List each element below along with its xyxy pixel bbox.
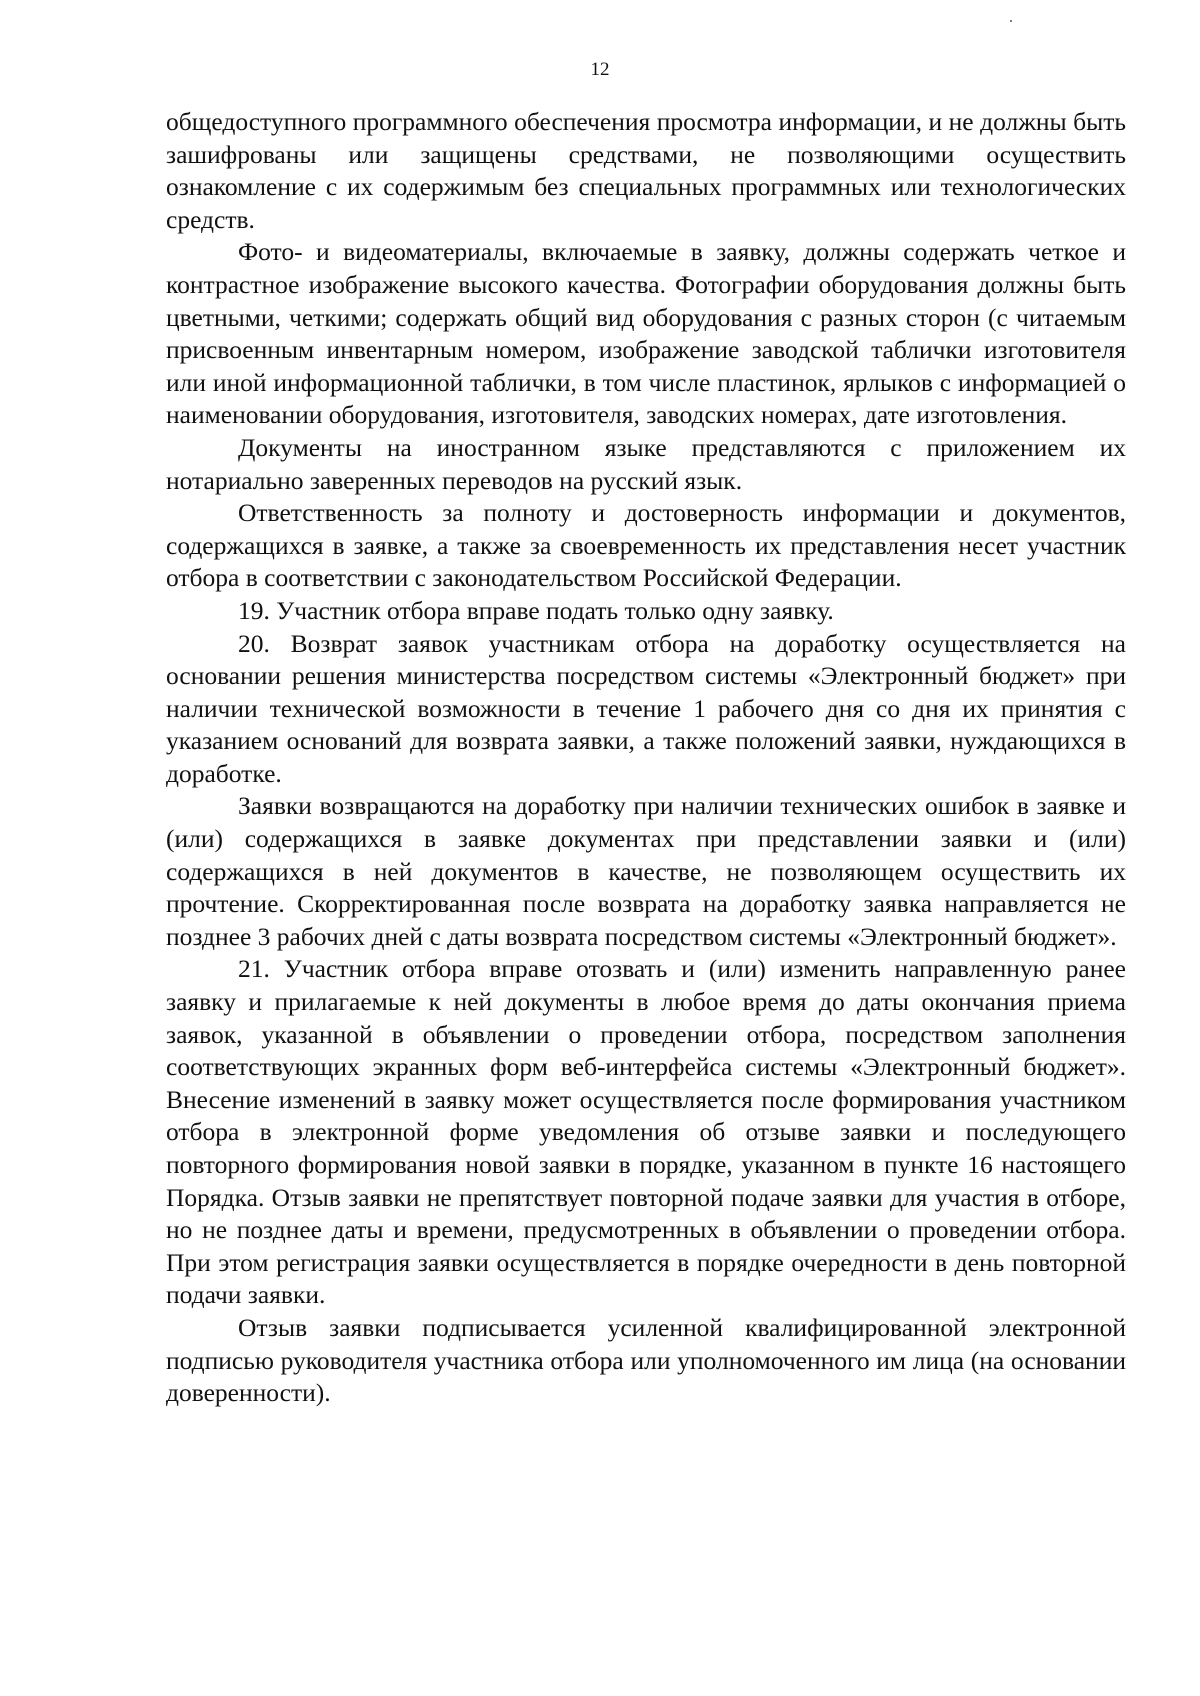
paragraph: Документы на иностранном языке представляются с приложением их нотариально заверенных переводов на русский язык. xyxy=(166,432,1126,495)
paragraph: Отзыв заявки подписывается усиленной квалифицированной электронной подписью руководителя участника отбора или уполномоченного им лица (на основании доверенности). xyxy=(166,1312,1126,1408)
scan-speck xyxy=(1010,20,1012,22)
paragraph: 20. Возврат заявок участникам отбора на доработку осуществляется на основании решения министерства посредством системы «Электронный бюджет» при наличии технической возможности в течение 1 рабочего дня со дня их принятия с указанием оснований для возврата заявки, а также положений заявки, нуждающихся в доработке. xyxy=(166,628,1126,788)
paragraph: 21. Участник отбора вправе отозвать и (или) изменить направленную ранее заявку и прилагаемые к ней документы в любое время до даты окончания приема заявок, указанной в объявлении о проведении отбора, посредством заполнения соответствующих экранных форм веб-интерфейса системы «Электронный бюджет». Внесение изменений в заявку может осуществляется после формирования участником отбора в электронной форме уведомления об отзыве заявки и последующего повторного формирования новой заявки в порядке, указанном в пункте 16 настоящего Порядка. Отзыв заявки не препятствует повторной подаче заявки для участия в отборе, но не позднее даты и времени, предусмотренных в объявлении о проведении отбора. При этом регистрация заявки осуществляется в порядке очередности в день повторной подачи заявки. xyxy=(166,954,1126,1310)
document-body xyxy=(166,106,1126,1410)
paragraph: Ответственность за полноту и достоверность информации и документов, содержащихся в заявке, а также за своевременность их представления несет участник отбора в соответствии с законодательством Российской Федерации. xyxy=(166,498,1126,593)
paragraph: Заявки возвращаются на доработку при наличии технических ошибок в заявке и (или) содержащихся в заявке документах при представлении заявки и (или) содержащихся в ней документов в качестве, не позволяющем осуществить их прочтение. Скорректированная после возврата на доработку заявка направляется не позднее 3 рабочих дней с даты возврата посредством системы «Электронный бюджет». xyxy=(166,791,1126,951)
paragraph: 19. Участник отбора вправе подать только одну заявку. xyxy=(238,595,834,625)
paragraph: общедоступного программного обеспечения просмотра информации, и не должны быть зашифрованы или защищены средствами, не позволяющими осуществить ознакомление с их содержимым без специальных программных или технологических средств. xyxy=(166,107,1126,234)
paragraph: Фото- и видеоматериалы, включаемые в заявку, должны содержать четкое и контрастное изображение высокого качества. Фотографии оборудования должны быть цветными, четкими; содержать общий вид оборудования с разных сторон (с читаемым присвоенным инвентарным номером, изображение заводской таблички изготовителя или иной информационной таблички, в том числе пластинок, ярлыков с информацией о наименовании оборудования, изготовителя, заводских номерах, дате изготовления. xyxy=(166,237,1126,430)
page-number: 12 xyxy=(590,59,610,80)
